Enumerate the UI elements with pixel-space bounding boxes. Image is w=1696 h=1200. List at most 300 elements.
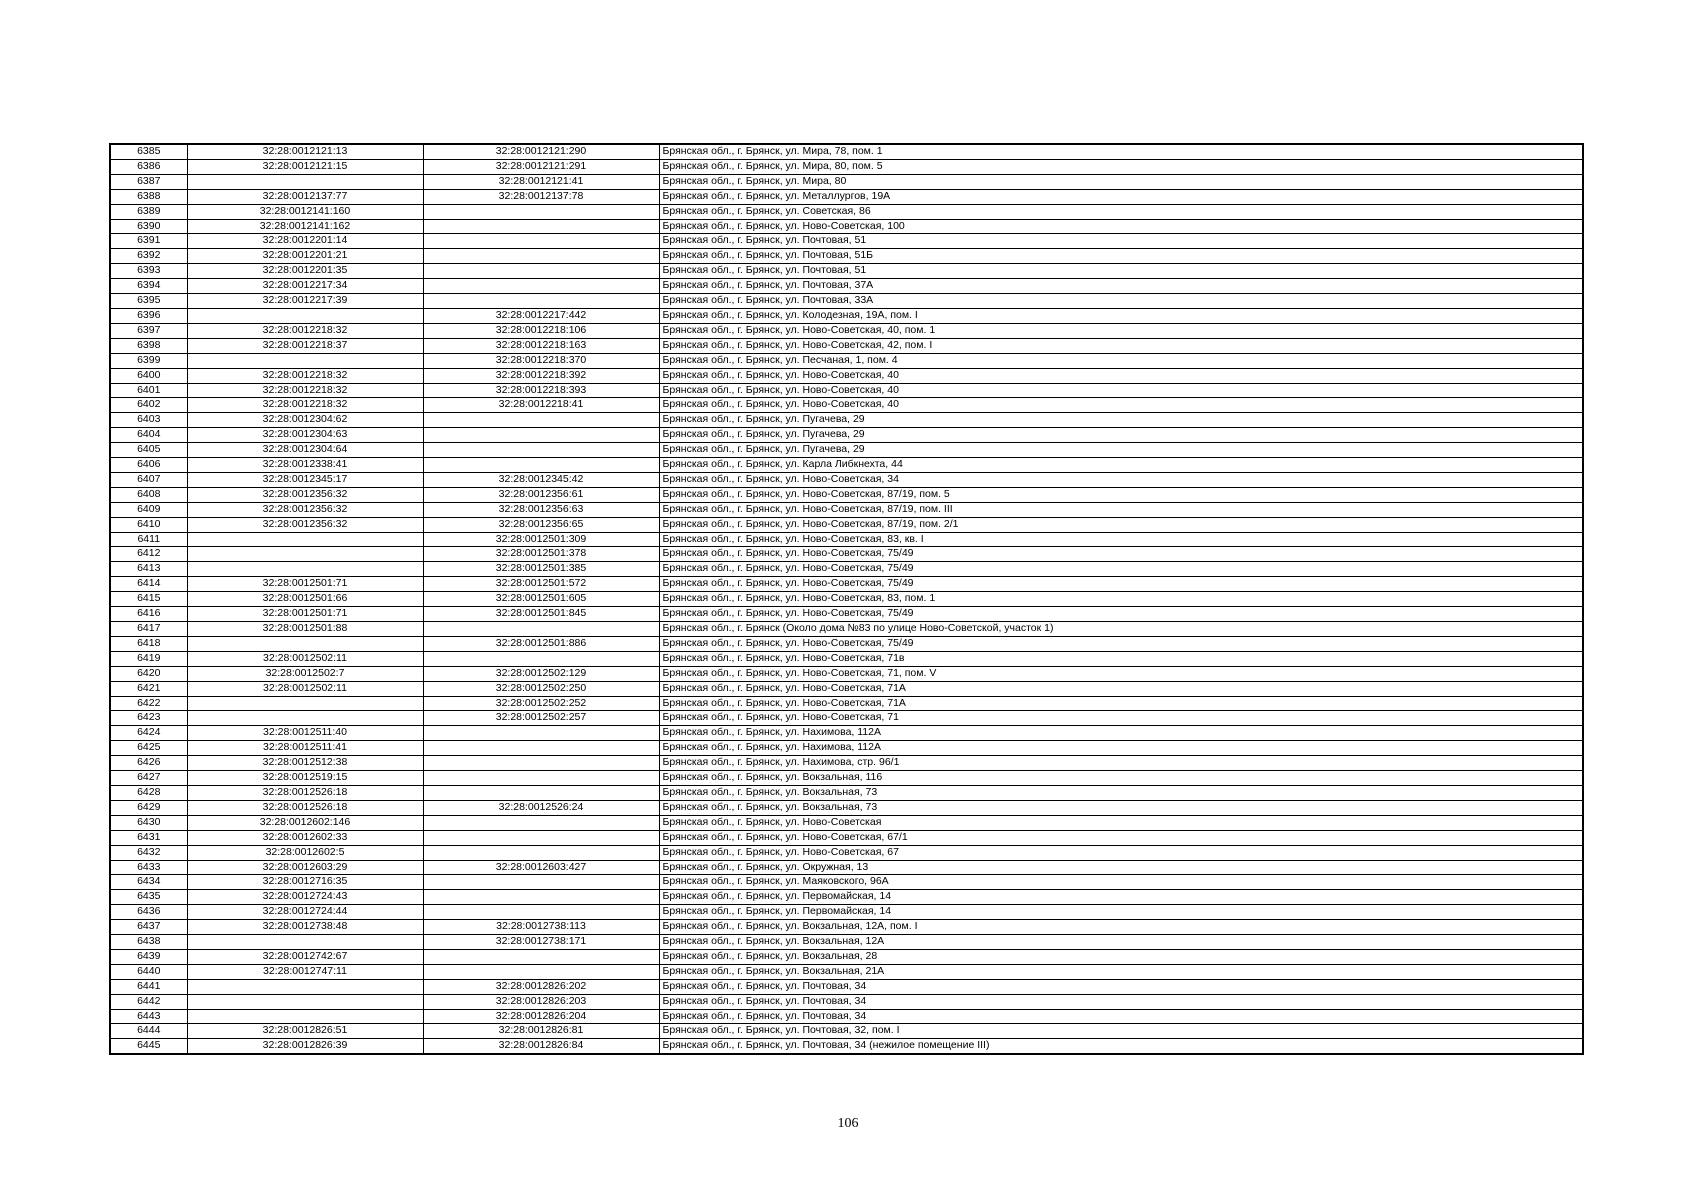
address-cell: Брянская обл., г. Брянск, ул. Металлургов, 19А xyxy=(659,189,1583,204)
address-cell: Брянская обл., г. Брянск, ул. Почтовая, 51 xyxy=(659,264,1583,279)
table-row xyxy=(110,756,1583,771)
object-cadastral-number-cell: 32:28:0012826:204 xyxy=(423,1009,659,1024)
land-cadastral-number-cell: 32:28:0012137:77 xyxy=(187,189,423,204)
table-row xyxy=(110,979,1583,994)
land-cadastral-number-cell: 32:28:0012747:11 xyxy=(187,964,423,979)
object-cadastral-number-cell: 32:28:0012738:171 xyxy=(423,935,659,950)
object-cadastral-number-cell xyxy=(423,204,659,219)
table-row xyxy=(110,905,1583,920)
address-cell: Брянская обл., г. Брянск, ул. Почтовая, 34 xyxy=(659,1009,1583,1024)
row-number-cell: 6406 xyxy=(110,458,187,473)
row-number-cell: 6415 xyxy=(110,592,187,607)
address-cell: Брянская обл., г. Брянск, ул. Почтовая, 34 xyxy=(659,994,1583,1009)
address-cell: Брянская обл., г. Брянск, ул. Ново-Советская, 75/49 xyxy=(659,547,1583,562)
table-row xyxy=(110,487,1583,502)
row-number-cell: 6392 xyxy=(110,249,187,264)
address-cell: Брянская обл., г. Брянск, ул. Ново-Советская, 34 xyxy=(659,472,1583,487)
row-number-cell: 6428 xyxy=(110,785,187,800)
table-row xyxy=(110,636,1583,651)
registry-table xyxy=(109,143,1584,1055)
object-cadastral-number-cell xyxy=(423,443,659,458)
land-cadastral-number-cell: 32:28:0012502:7 xyxy=(187,666,423,681)
object-cadastral-number-cell: 32:28:0012217:442 xyxy=(423,308,659,323)
land-cadastral-number-cell: 32:28:0012511:40 xyxy=(187,726,423,741)
row-number-cell: 6404 xyxy=(110,428,187,443)
table-row xyxy=(110,860,1583,875)
object-cadastral-number-cell xyxy=(423,428,659,443)
object-cadastral-number-cell: 32:28:0012356:65 xyxy=(423,517,659,532)
land-cadastral-number-cell: 32:28:0012121:13 xyxy=(187,144,423,159)
address-cell: Брянская обл., г. Брянск, ул. Ново-Советская, 71 xyxy=(659,711,1583,726)
address-cell: Брянская обл., г. Брянск, ул. Ново-Советская, 100 xyxy=(659,219,1583,234)
table-row xyxy=(110,264,1583,279)
table-row xyxy=(110,458,1583,473)
address-cell: Брянская обл., г. Брянск, ул. Ново-Советская, 75/49 xyxy=(659,607,1583,622)
row-number-cell: 6417 xyxy=(110,622,187,637)
land-cadastral-number-cell xyxy=(187,979,423,994)
table-row xyxy=(110,249,1583,264)
land-cadastral-number-cell: 32:28:0012742:67 xyxy=(187,949,423,964)
row-number-cell: 6445 xyxy=(110,1039,187,1054)
address-cell: Брянская обл., г. Брянск, ул. Ново-Советская, 71в xyxy=(659,651,1583,666)
object-cadastral-number-cell: 32:28:0012501:845 xyxy=(423,607,659,622)
table-row xyxy=(110,1024,1583,1039)
row-number-cell: 6429 xyxy=(110,800,187,815)
object-cadastral-number-cell xyxy=(423,785,659,800)
object-cadastral-number-cell: 32:28:0012603:427 xyxy=(423,860,659,875)
object-cadastral-number-cell: 32:28:0012356:63 xyxy=(423,502,659,517)
address-cell: Брянская обл., г. Брянск, ул. Ново-Советская, 67/1 xyxy=(659,830,1583,845)
address-cell: Брянская обл., г. Брянск, ул. Мира, 78, пом. 1 xyxy=(659,144,1583,159)
row-number-cell: 6394 xyxy=(110,279,187,294)
table-row xyxy=(110,204,1583,219)
address-cell: Брянская обл., г. Брянск, ул. Вокзальная, 12А, пом. I xyxy=(659,920,1583,935)
land-cadastral-number-cell: 32:28:0012512:38 xyxy=(187,756,423,771)
object-cadastral-number-cell xyxy=(423,264,659,279)
row-number-cell: 6432 xyxy=(110,845,187,860)
table-row xyxy=(110,144,1583,159)
land-cadastral-number-cell: 32:28:0012218:37 xyxy=(187,338,423,353)
object-cadastral-number-cell xyxy=(423,294,659,309)
table-row xyxy=(110,413,1583,428)
object-cadastral-number-cell: 32:28:0012137:78 xyxy=(423,189,659,204)
object-cadastral-number-cell: 32:28:0012501:385 xyxy=(423,562,659,577)
table-row xyxy=(110,338,1583,353)
address-cell: Брянская обл., г. Брянск, ул. Ново-Советская, 75/49 xyxy=(659,577,1583,592)
object-cadastral-number-cell: 32:28:0012356:61 xyxy=(423,487,659,502)
address-cell: Брянская обл., г. Брянск, ул. Карла Либкнехта, 44 xyxy=(659,458,1583,473)
object-cadastral-number-cell xyxy=(423,771,659,786)
land-cadastral-number-cell: 32:28:0012602:5 xyxy=(187,845,423,860)
object-cadastral-number-cell: 32:28:0012218:392 xyxy=(423,368,659,383)
row-number-cell: 6390 xyxy=(110,219,187,234)
table-row xyxy=(110,502,1583,517)
land-cadastral-number-cell: 32:28:0012141:162 xyxy=(187,219,423,234)
object-cadastral-number-cell xyxy=(423,875,659,890)
row-number-cell: 6395 xyxy=(110,294,187,309)
address-cell: Брянская обл., г. Брянск, ул. Вокзальная, 73 xyxy=(659,800,1583,815)
row-number-cell: 6393 xyxy=(110,264,187,279)
object-cadastral-number-cell: 32:28:0012501:309 xyxy=(423,532,659,547)
land-cadastral-number-cell: 32:28:0012304:64 xyxy=(187,443,423,458)
address-cell: Брянская обл., г. Брянск, ул. Ново-Советская xyxy=(659,815,1583,830)
table-row xyxy=(110,577,1583,592)
table-row xyxy=(110,547,1583,562)
land-cadastral-number-cell: 32:28:0012502:11 xyxy=(187,651,423,666)
object-cadastral-number-cell xyxy=(423,756,659,771)
land-cadastral-number-cell: 32:28:0012501:71 xyxy=(187,607,423,622)
land-cadastral-number-cell xyxy=(187,1009,423,1024)
object-cadastral-number-cell xyxy=(423,949,659,964)
land-cadastral-number-cell xyxy=(187,696,423,711)
address-cell: Брянская обл., г. Брянск, ул. Ново-Советская, 87/19, пом. 5 xyxy=(659,487,1583,502)
row-number-cell: 6414 xyxy=(110,577,187,592)
object-cadastral-number-cell: 32:28:0012502:129 xyxy=(423,666,659,681)
address-cell: Брянская обл., г. Брянск, ул. Вокзальная, 21А xyxy=(659,964,1583,979)
object-cadastral-number-cell: 32:28:0012218:163 xyxy=(423,338,659,353)
object-cadastral-number-cell: 32:28:0012345:42 xyxy=(423,472,659,487)
land-cadastral-number-cell: 32:28:0012716:35 xyxy=(187,875,423,890)
land-cadastral-number-cell: 32:28:0012603:29 xyxy=(187,860,423,875)
land-cadastral-number-cell xyxy=(187,547,423,562)
row-number-cell: 6435 xyxy=(110,890,187,905)
land-cadastral-number-cell: 32:28:0012826:39 xyxy=(187,1039,423,1054)
table-row xyxy=(110,428,1583,443)
row-number-cell: 6398 xyxy=(110,338,187,353)
row-number-cell: 6400 xyxy=(110,368,187,383)
registry-table-body xyxy=(110,144,1583,1054)
land-cadastral-number-cell: 32:28:0012602:146 xyxy=(187,815,423,830)
object-cadastral-number-cell: 32:28:0012121:41 xyxy=(423,174,659,189)
object-cadastral-number-cell: 32:28:0012121:291 xyxy=(423,159,659,174)
table-row xyxy=(110,875,1583,890)
land-cadastral-number-cell: 32:28:0012304:62 xyxy=(187,413,423,428)
row-number-cell: 6433 xyxy=(110,860,187,875)
row-number-cell: 6396 xyxy=(110,308,187,323)
land-cadastral-number-cell: 32:28:0012724:44 xyxy=(187,905,423,920)
object-cadastral-number-cell: 32:28:0012502:257 xyxy=(423,711,659,726)
row-number-cell: 6439 xyxy=(110,949,187,964)
land-cadastral-number-cell xyxy=(187,353,423,368)
address-cell: Брянская обл., г. Брянск, ул. Вокзальная, 116 xyxy=(659,771,1583,786)
address-cell: Брянская обл., г. Брянск, ул. Маяковского, 96А xyxy=(659,875,1583,890)
object-cadastral-number-cell: 32:28:0012501:572 xyxy=(423,577,659,592)
row-number-cell: 6403 xyxy=(110,413,187,428)
address-cell: Брянская обл., г. Брянск, ул. Ново-Советская, 40, пом. 1 xyxy=(659,323,1583,338)
address-cell: Брянская обл., г. Брянск, ул. Колодезная, 19А, пом. I xyxy=(659,308,1583,323)
table-row xyxy=(110,845,1583,860)
land-cadastral-number-cell: 32:28:0012356:32 xyxy=(187,487,423,502)
land-cadastral-number-cell xyxy=(187,308,423,323)
address-cell: Брянская обл., г. Брянск, ул. Пугачева, 29 xyxy=(659,413,1583,428)
land-cadastral-number-cell: 32:28:0012602:33 xyxy=(187,830,423,845)
object-cadastral-number-cell xyxy=(423,458,659,473)
land-cadastral-number-cell: 32:28:0012217:39 xyxy=(187,294,423,309)
row-number-cell: 6385 xyxy=(110,144,187,159)
land-cadastral-number-cell: 32:28:0012218:32 xyxy=(187,368,423,383)
table-row xyxy=(110,368,1583,383)
table-row xyxy=(110,234,1583,249)
address-cell: Брянская обл., г. Брянск, ул. Нахимова, стр. 96/1 xyxy=(659,756,1583,771)
object-cadastral-number-cell: 32:28:0012501:605 xyxy=(423,592,659,607)
address-cell: Брянская обл., г. Брянск, ул. Почтовая, 51 xyxy=(659,234,1583,249)
table-row xyxy=(110,472,1583,487)
address-cell: Брянская обл., г. Брянск, ул. Мира, 80, пом. 5 xyxy=(659,159,1583,174)
object-cadastral-number-cell xyxy=(423,830,659,845)
table-row xyxy=(110,920,1583,935)
address-cell: Брянская обл., г. Брянск, ул. Ново-Советская, 75/49 xyxy=(659,562,1583,577)
row-number-cell: 6420 xyxy=(110,666,187,681)
row-number-cell: 6430 xyxy=(110,815,187,830)
land-cadastral-number-cell: 32:28:0012356:32 xyxy=(187,502,423,517)
address-cell: Брянская обл., г. Брянск, ул. Почтовая, 32, пом. I xyxy=(659,1024,1583,1039)
address-cell: Брянская обл., г. Брянск, ул. Советская, 86 xyxy=(659,204,1583,219)
table-row xyxy=(110,517,1583,532)
land-cadastral-number-cell: 32:28:0012218:32 xyxy=(187,323,423,338)
object-cadastral-number-cell xyxy=(423,726,659,741)
land-cadastral-number-cell: 32:28:0012338:41 xyxy=(187,458,423,473)
land-cadastral-number-cell: 32:28:0012304:63 xyxy=(187,428,423,443)
table-row xyxy=(110,696,1583,711)
land-cadastral-number-cell: 32:28:0012502:11 xyxy=(187,681,423,696)
object-cadastral-number-cell: 32:28:0012526:24 xyxy=(423,800,659,815)
table-row xyxy=(110,174,1583,189)
land-cadastral-number-cell: 32:28:0012724:43 xyxy=(187,890,423,905)
land-cadastral-number-cell: 32:28:0012511:41 xyxy=(187,741,423,756)
row-number-cell: 6388 xyxy=(110,189,187,204)
table-row xyxy=(110,949,1583,964)
row-number-cell: 6407 xyxy=(110,472,187,487)
table-row xyxy=(110,666,1583,681)
address-cell: Брянская обл., г. Брянск, ул. Ново-Советская, 40 xyxy=(659,368,1583,383)
row-number-cell: 6416 xyxy=(110,607,187,622)
object-cadastral-number-cell: 32:28:0012218:106 xyxy=(423,323,659,338)
object-cadastral-number-cell xyxy=(423,890,659,905)
row-number-cell: 6397 xyxy=(110,323,187,338)
row-number-cell: 6444 xyxy=(110,1024,187,1039)
object-cadastral-number-cell: 32:28:0012121:290 xyxy=(423,144,659,159)
table-row xyxy=(110,622,1583,637)
table-row xyxy=(110,935,1583,950)
row-number-cell: 6387 xyxy=(110,174,187,189)
land-cadastral-number-cell: 32:28:0012121:15 xyxy=(187,159,423,174)
table-row xyxy=(110,1009,1583,1024)
row-number-cell: 6401 xyxy=(110,383,187,398)
address-cell: Брянская обл., г. Брянск, ул. Почтовая, 34 xyxy=(659,979,1583,994)
row-number-cell: 6426 xyxy=(110,756,187,771)
object-cadastral-number-cell: 32:28:0012738:113 xyxy=(423,920,659,935)
object-cadastral-number-cell xyxy=(423,413,659,428)
address-cell: Брянская обл., г. Брянск, ул. Окружная, 13 xyxy=(659,860,1583,875)
row-number-cell: 6423 xyxy=(110,711,187,726)
row-number-cell: 6405 xyxy=(110,443,187,458)
row-number-cell: 6424 xyxy=(110,726,187,741)
table-row xyxy=(110,800,1583,815)
address-cell: Брянская обл., г. Брянск, ул. Ново-Советская, 71, пом. V xyxy=(659,666,1583,681)
object-cadastral-number-cell xyxy=(423,249,659,264)
land-cadastral-number-cell xyxy=(187,994,423,1009)
object-cadastral-number-cell xyxy=(423,622,659,637)
address-cell: Брянская обл., г. Брянск, ул. Почтовая, 51Б xyxy=(659,249,1583,264)
address-cell: Брянская обл., г. Брянск, ул. Почтовая, 33А xyxy=(659,294,1583,309)
land-cadastral-number-cell: 32:28:0012218:32 xyxy=(187,398,423,413)
object-cadastral-number-cell xyxy=(423,845,659,860)
table-row xyxy=(110,189,1583,204)
row-number-cell: 6413 xyxy=(110,562,187,577)
table-row xyxy=(110,964,1583,979)
row-number-cell: 6422 xyxy=(110,696,187,711)
land-cadastral-number-cell: 32:28:0012201:14 xyxy=(187,234,423,249)
address-cell: Брянская обл., г. Брянск, ул. Ново-Советская, 83, пом. 1 xyxy=(659,592,1583,607)
table-row xyxy=(110,383,1583,398)
table-row xyxy=(110,279,1583,294)
table-row xyxy=(110,681,1583,696)
row-number-cell: 6410 xyxy=(110,517,187,532)
land-cadastral-number-cell xyxy=(187,935,423,950)
row-number-cell: 6436 xyxy=(110,905,187,920)
address-cell: Брянская обл., г. Брянск, ул. Первомайская, 14 xyxy=(659,905,1583,920)
address-cell: Брянская обл., г. Брянск (Около дома №83 по улице Ново-Советской, участок 1) xyxy=(659,622,1583,637)
address-cell: Брянская обл., г. Брянск, ул. Ново-Советская, 71А xyxy=(659,696,1583,711)
address-cell: Брянская обл., г. Брянск, ул. Ново-Советская, 67 xyxy=(659,845,1583,860)
address-cell: Брянская обл., г. Брянск, ул. Пугачева, 29 xyxy=(659,443,1583,458)
table-row xyxy=(110,443,1583,458)
table-row xyxy=(110,353,1583,368)
address-cell: Брянская обл., г. Брянск, ул. Песчаная, 1, пом. 4 xyxy=(659,353,1583,368)
row-number-cell: 6427 xyxy=(110,771,187,786)
table-row xyxy=(110,607,1583,622)
row-number-cell: 6425 xyxy=(110,741,187,756)
land-cadastral-number-cell: 32:28:0012519:15 xyxy=(187,771,423,786)
object-cadastral-number-cell: 32:28:0012218:41 xyxy=(423,398,659,413)
land-cadastral-number-cell: 32:28:0012501:71 xyxy=(187,577,423,592)
object-cadastral-number-cell: 32:28:0012826:203 xyxy=(423,994,659,1009)
address-cell: Брянская обл., г. Брянск, ул. Ново-Советская, 40 xyxy=(659,383,1583,398)
row-number-cell: 6412 xyxy=(110,547,187,562)
land-cadastral-number-cell: 32:28:0012218:32 xyxy=(187,383,423,398)
address-cell: Брянская обл., г. Брянск, ул. Вокзальная, 28 xyxy=(659,949,1583,964)
address-cell: Брянская обл., г. Брянск, ул. Ново-Советская, 87/19, пом. III xyxy=(659,502,1583,517)
address-cell: Брянская обл., г. Брянск, ул. Ново-Советская, 42, пом. I xyxy=(659,338,1583,353)
address-cell: Брянская обл., г. Брянск, ул. Пугачева, 29 xyxy=(659,428,1583,443)
row-number-cell: 6389 xyxy=(110,204,187,219)
row-number-cell: 6438 xyxy=(110,935,187,950)
row-number-cell: 6386 xyxy=(110,159,187,174)
row-number-cell: 6411 xyxy=(110,532,187,547)
address-cell: Брянская обл., г. Брянск, ул. Ново-Советская, 87/19, пом. 2/1 xyxy=(659,517,1583,532)
land-cadastral-number-cell: 32:28:0012217:34 xyxy=(187,279,423,294)
table-row xyxy=(110,308,1583,323)
row-number-cell: 6431 xyxy=(110,830,187,845)
table-row xyxy=(110,323,1583,338)
object-cadastral-number-cell xyxy=(423,651,659,666)
address-cell: Брянская обл., г. Брянск, ул. Мира, 80 xyxy=(659,174,1583,189)
table-row xyxy=(110,592,1583,607)
table-row xyxy=(110,815,1583,830)
object-cadastral-number-cell: 32:28:0012501:378 xyxy=(423,547,659,562)
object-cadastral-number-cell: 32:28:0012502:252 xyxy=(423,696,659,711)
table-row xyxy=(110,159,1583,174)
table-row xyxy=(110,562,1583,577)
row-number-cell: 6421 xyxy=(110,681,187,696)
row-number-cell: 6418 xyxy=(110,636,187,651)
page-number: 106 xyxy=(837,1116,859,1131)
row-number-cell: 6419 xyxy=(110,651,187,666)
table-row xyxy=(110,830,1583,845)
object-cadastral-number-cell xyxy=(423,234,659,249)
table-row xyxy=(110,726,1583,741)
object-cadastral-number-cell: 32:28:0012826:84 xyxy=(423,1039,659,1054)
address-cell: Брянская обл., г. Брянск, ул. Почтовая, 37А xyxy=(659,279,1583,294)
object-cadastral-number-cell: 32:28:0012502:250 xyxy=(423,681,659,696)
land-cadastral-number-cell: 32:28:0012526:18 xyxy=(187,800,423,815)
object-cadastral-number-cell xyxy=(423,219,659,234)
row-number-cell: 6443 xyxy=(110,1009,187,1024)
table-row xyxy=(110,785,1583,800)
land-cadastral-number-cell: 32:28:0012826:51 xyxy=(187,1024,423,1039)
row-number-cell: 6408 xyxy=(110,487,187,502)
object-cadastral-number-cell xyxy=(423,905,659,920)
table-row xyxy=(110,994,1583,1009)
land-cadastral-number-cell: 32:28:0012501:66 xyxy=(187,592,423,607)
row-number-cell: 6409 xyxy=(110,502,187,517)
land-cadastral-number-cell: 32:28:0012501:88 xyxy=(187,622,423,637)
land-cadastral-number-cell: 32:28:0012526:18 xyxy=(187,785,423,800)
object-cadastral-number-cell: 32:28:0012501:886 xyxy=(423,636,659,651)
land-cadastral-number-cell xyxy=(187,562,423,577)
row-number-cell: 6437 xyxy=(110,920,187,935)
object-cadastral-number-cell: 32:28:0012218:393 xyxy=(423,383,659,398)
object-cadastral-number-cell xyxy=(423,815,659,830)
land-cadastral-number-cell xyxy=(187,174,423,189)
land-cadastral-number-cell xyxy=(187,636,423,651)
table-row xyxy=(110,651,1583,666)
land-cadastral-number-cell: 32:28:0012738:48 xyxy=(187,920,423,935)
address-cell: Брянская обл., г. Брянск, ул. Нахимова, 112А xyxy=(659,726,1583,741)
object-cadastral-number-cell xyxy=(423,279,659,294)
land-cadastral-number-cell: 32:28:0012201:35 xyxy=(187,264,423,279)
address-cell: Брянская обл., г. Брянск, ул. Первомайская, 14 xyxy=(659,890,1583,905)
address-cell: Брянская обл., г. Брянск, ул. Вокзальная, 12А xyxy=(659,935,1583,950)
table-row xyxy=(110,294,1583,309)
land-cadastral-number-cell xyxy=(187,532,423,547)
address-cell: Брянская обл., г. Брянск, ул. Почтовая, 34 (нежилое помещение III) xyxy=(659,1039,1583,1054)
row-number-cell: 6434 xyxy=(110,875,187,890)
row-number-cell: 6402 xyxy=(110,398,187,413)
land-cadastral-number-cell: 32:28:0012345:17 xyxy=(187,472,423,487)
address-cell: Брянская обл., г. Брянск, ул. Вокзальная, 73 xyxy=(659,785,1583,800)
table-row xyxy=(110,532,1583,547)
table-row xyxy=(110,1039,1583,1054)
land-cadastral-number-cell xyxy=(187,711,423,726)
object-cadastral-number-cell xyxy=(423,964,659,979)
table-row xyxy=(110,398,1583,413)
row-number-cell: 6399 xyxy=(110,353,187,368)
table-row xyxy=(110,711,1583,726)
object-cadastral-number-cell: 32:28:0012826:81 xyxy=(423,1024,659,1039)
address-cell: Брянская обл., г. Брянск, ул. Ново-Советская, 83, кв. I xyxy=(659,532,1583,547)
row-number-cell: 6441 xyxy=(110,979,187,994)
table-row xyxy=(110,219,1583,234)
row-number-cell: 6440 xyxy=(110,964,187,979)
row-number-cell: 6391 xyxy=(110,234,187,249)
land-cadastral-number-cell: 32:28:0012201:21 xyxy=(187,249,423,264)
object-cadastral-number-cell xyxy=(423,741,659,756)
object-cadastral-number-cell: 32:28:0012826:202 xyxy=(423,979,659,994)
address-cell: Брянская обл., г. Брянск, ул. Нахимова, 112А xyxy=(659,741,1583,756)
object-cadastral-number-cell: 32:28:0012218:370 xyxy=(423,353,659,368)
table-row xyxy=(110,771,1583,786)
